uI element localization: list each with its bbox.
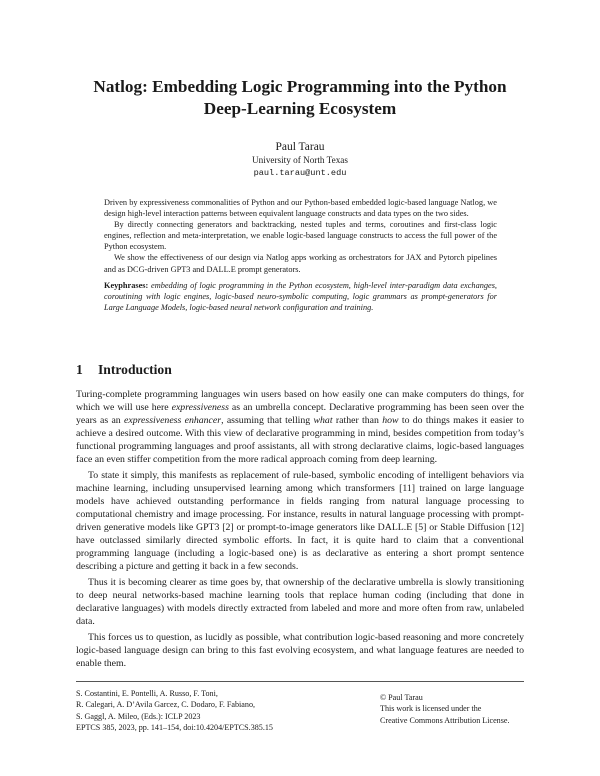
body-p1-emphasis-3: what — [313, 415, 333, 426]
footer-right-line-1: © Paul Tarau — [380, 693, 423, 702]
body-p1-emphasis-4: how — [382, 415, 399, 426]
footer-right-line-3: Creative Commons Attribution License. — [380, 715, 510, 725]
body-paragraph-3: Thus it is becoming clearer as time goes by, that ownership of the declarative umbrella is slowly transitioning to deep neural networks-based machine learning tools that replace human coding (including that done in declarative languages) with models directly extracted from labeled and more and more often from raw, unlabeled data. — [76, 577, 524, 627]
abstract-paragraph-2: By directly connecting generators and backtracking, nested tuples and terms, coroutines and first-class logic engines, reflection and meta-interpretation, we enable logic-based language constructs to access the full power of the Python ecosystem. — [104, 220, 497, 252]
body-p1-text-e: to do things makes it easier to achieve a desired outcome. With this view of declarative programming in mind, besides competition from today’s functional programming languages and proof assistants, all with strong declarative claims, logic-based languages face an even stiffer competition from the more radical approach coming from deep learning. — [76, 415, 524, 465]
author-email: paul.tarau@unt.edu — [253, 168, 347, 178]
footer-left-line-4: EPTCS 385, 2023, pp. 141–154, doi:10.4204/EPTCS.385.15 — [76, 722, 273, 732]
body-text — [76, 388, 524, 673]
body-p1-emphasis-2: expressiveness enhancer — [124, 415, 222, 426]
abstract-paragraph-1: Driven by expressiveness commonalities of Python and our Python-based embedded logic-based language Natlog, we design high-level interaction patterns between equivalent language constructs and data types on the two sides. — [104, 198, 497, 219]
body-p1-text-d: rather than — [332, 415, 383, 426]
body-p1-emphasis-1: expressiveness — [171, 402, 229, 413]
keyphrases-label: Keyphrases: — [104, 280, 149, 290]
body-paragraph-1 — [76, 388, 524, 466]
keyphrases — [104, 280, 497, 313]
footer-license — [380, 692, 540, 726]
abstract — [104, 197, 497, 313]
section-heading — [76, 362, 172, 378]
footer-left-line-3: S. Gaggl, A. Mileo, (Eds.): ICLP 2023 — [76, 711, 201, 721]
footer-right-line-2: This work is licensed under the — [380, 704, 482, 714]
body-p1-text-b: as an umbrella concept. Declarative programming has been seen over the years as an — [76, 402, 524, 426]
footer-divider — [76, 681, 524, 682]
footer-proceedings — [76, 688, 336, 733]
body-p1-text-a: Turing-complete programming languages win users based on how easily one can make computers do things, for which we will use here — [76, 389, 524, 413]
keyphrases-text: embedding of logic programming in the Python ecosystem, high-level inter-paradigm data exchanges, coroutining with logic engines, logic-based neuro-symbolic computing, logic grammars as prompt-generators for Large Language Models, logic-based neural network configuration and training. — [104, 280, 497, 312]
abstract-paragraph-3: We show the effectiveness of our design via Natlog apps working as orchestrators for JAX and Pytorch pipelines and as DCG-driven GPT3 and DALL.E prompt generators. — [104, 253, 497, 274]
footer-left-line-1: S. Costantini, E. Pontelli, A. Russo, F. Toni, — [76, 689, 218, 698]
author-affiliation: University of North Texas — [252, 155, 348, 165]
section-number: 1 — [76, 362, 83, 377]
section-title: Introduction — [98, 362, 172, 377]
footer-left-line-2: R. Calegari, A. D’Avila Garcez, C. Dodaro, F. Fabiano, — [76, 700, 256, 710]
paper-title — [60, 76, 540, 120]
title-line-2: Deep-Learning Ecosystem — [203, 99, 397, 118]
body-paragraph-4: This forces us to question, as lucidly as possible, what contribution logic-based reasoning and more concretely logic-based language design can bring to this fast evolving ecosystem, and what language features are needed to enable them. — [76, 632, 524, 669]
body-p1-text-c: , assuming that telling — [221, 415, 314, 426]
author-name: Paul Tarau — [275, 141, 325, 153]
title-line-1: Natlog: Embedding Logic Programming into the Python — [93, 77, 507, 96]
body-paragraph-2: To state it simply, this manifests as replacement of rule-based, symbolic encoding of intelligent behaviors via machine learning, including unsupervised learning among which transformers [11] trained on large language models have achieved outstanding performance in fields ranging from natural language processing to computational chemistry and image processing. For instance, results in natural language processing with prompt-driven generative models like GPT3 [2] or prompt-to-image generators like DALL.E [5] or Stable Diffusion [12] have outclassed similarly directed symbolic efforts. In fact, it is quite hard to claim that a conventional programming language (including a logic-based one) is as declarative as entering a short prompt sentence describing a picture and getting it back in a few seconds. — [76, 470, 524, 572]
